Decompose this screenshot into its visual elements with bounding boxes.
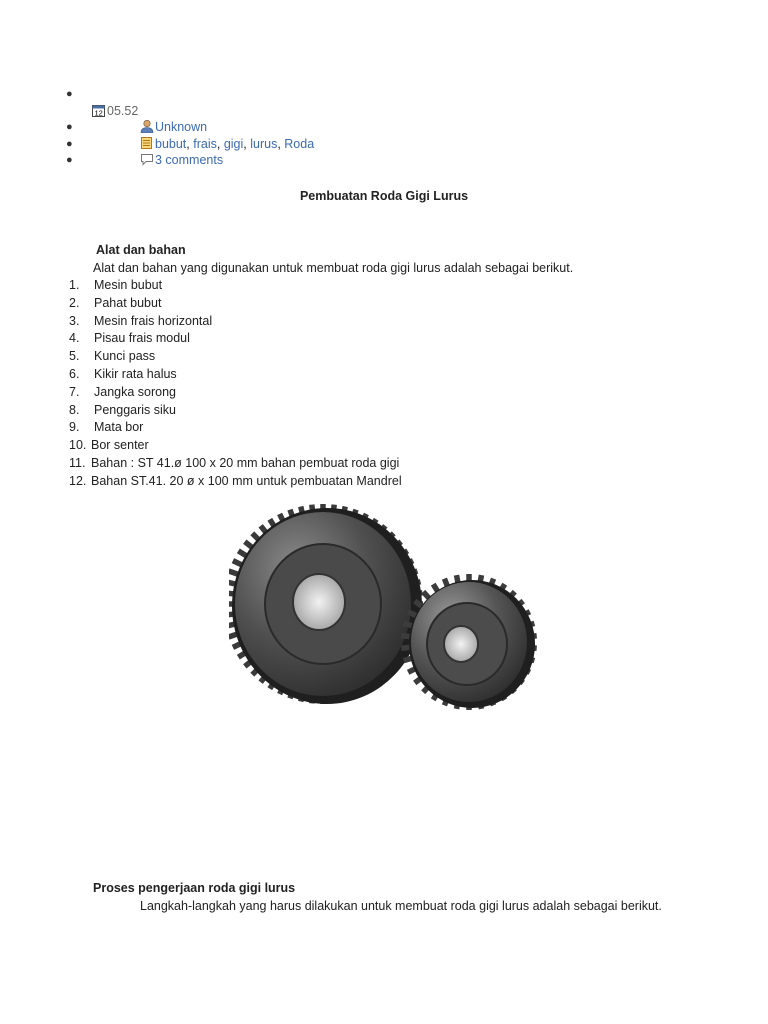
list-item [69,473,402,491]
user-icon [140,119,154,133]
post-author [140,119,207,136]
svg-text:12: 12 [94,108,103,117]
list-text: Kunci pass [94,349,156,364]
comment-icon [140,153,154,166]
list-text: Bahan ST.41. 20 ø x 100 mm untuk pembuatan Mandrel [91,473,402,488]
bullet: ● [66,137,73,150]
list-text: Mesin frais horizontal [94,313,213,328]
label-link-roda[interactable]: Roda [284,136,315,151]
meta-row-comments [66,152,466,169]
list-number: 8. [69,402,80,417]
tags-icon [140,136,154,150]
list-number: 5. [69,349,80,364]
list-number: 10. [69,438,87,453]
list-item [69,330,402,348]
list-text: Jangka sorong [94,384,177,399]
section-intro-process [93,897,675,915]
post-labels: bubut, frais, gigi, lurus, Roda [140,136,314,153]
list-text: Kikir rata halus [94,366,177,381]
meta-row-labels [66,136,466,153]
post-date [92,103,138,120]
post-meta [66,86,466,169]
label-link-gigi[interactable]: gigi [223,136,244,151]
list-text: Mata bor [94,420,144,435]
comments-link[interactable]: 3 comments [155,153,224,167]
label-link-frais[interactable]: frais [193,136,217,151]
label-link-bubut[interactable]: bubut [155,136,187,151]
section-intro-tools: Alat dan bahan yang digunakan untuk membuat roda gigi lurus adalah sebagai berikut. [93,261,574,275]
gears-illustration [229,492,539,722]
list-item [69,348,402,366]
list-item [69,402,402,420]
list-text: Bahan : ST 41.ø 100 x 20 mm bahan pembuat roda gigi [91,455,400,470]
meta-row-author [66,119,466,136]
list-text: Bor senter [91,438,149,453]
list-text: Pisau frais modul [94,331,190,346]
list-number: 3. [69,313,80,328]
calendar-icon [92,104,106,117]
bullet: ● [66,121,73,133]
section-heading-process: Proses pengerjaan roda gigi lurus [93,881,296,895]
post-comments [140,152,223,169]
list-item [69,313,402,331]
list-item [69,419,402,437]
list-text: Mesin bubut [94,278,163,292]
bullet: ● [66,154,73,166]
list-item [69,384,402,402]
spur-gears-image [229,492,539,722]
list-number: 9. [69,420,80,435]
meta-row-date [66,103,466,120]
meta-row-empty [66,86,466,103]
bullet: ● [66,88,73,100]
list-number: 4. [69,331,80,346]
list-item [69,437,402,455]
article-title: Pembuatan Roda Gigi Lurus [299,189,469,203]
list-item [69,455,402,473]
list-number: 6. [69,366,80,381]
list-number: 2. [69,295,80,310]
author-link[interactable]: Unknown [155,120,208,134]
list-number: 7. [69,384,80,399]
list-item [69,277,402,295]
section-heading-tools: Alat dan bahan [96,243,186,257]
label-link-lurus[interactable]: lurus [250,136,278,151]
post-date-text: 05.52 [107,103,139,118]
list-text: Pahat bubut [94,295,162,310]
list-item [69,366,402,384]
list-number: 12. [69,473,87,488]
list-number: 1. [69,278,80,292]
list-item [69,295,402,313]
list-text: Penggaris siku [94,402,176,417]
tools-list [69,277,402,491]
section-intro-process-text: Langkah-langkah yang harus dilakukan untuk membuat roda gigi lurus adalah sebagai berikut. [140,899,662,913]
list-number: 11. [69,455,86,470]
